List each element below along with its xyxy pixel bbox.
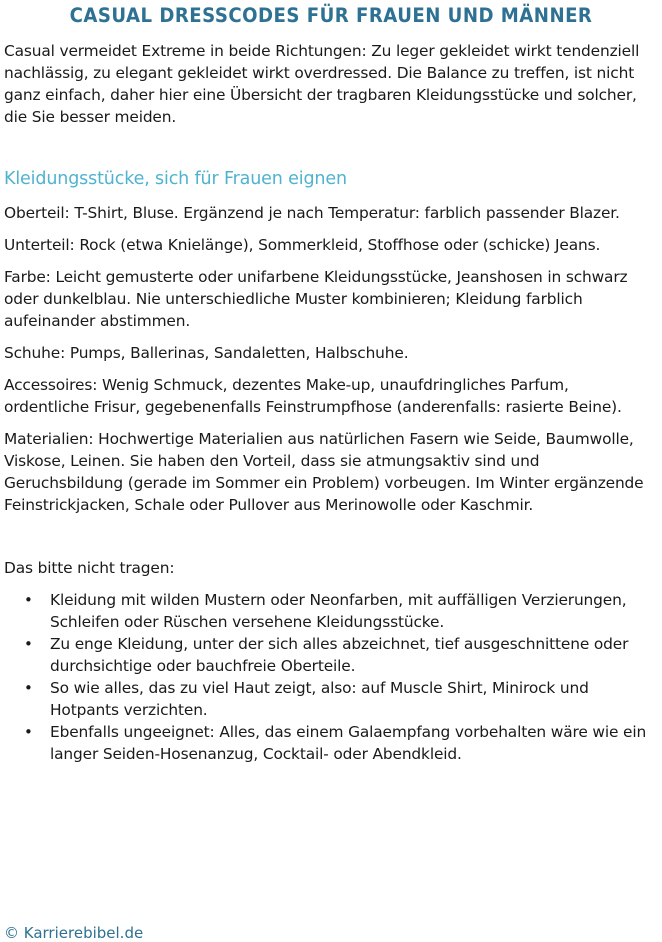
item-accessoires: Accessoires: Wenig Schmuck, dezentes Make-up, unaufdringliches Parfum, ordentliche Frisur, gegebenenfalls Feinstrumpfhose (anderenfalls: rasierte Beine). [4, 376, 622, 416]
footer-copyright: © Karrierebibel.de [4, 924, 144, 942]
bullet-icon: • [24, 591, 33, 609]
avoid-item-text: So wie alles, das zu viel Haut zeigt, also: auf Muscle Shirt, Minirock und Hotpants verzichten. [50, 679, 589, 719]
item-farbe: Farbe: Leicht gemusterte oder unifarbene Kleidungsstücke, Jeanshosen in schwarz oder dunkelblau. Nie unterschiedliche Muster kombinieren; Kleidung farblich aufeinander abstimmen. [4, 268, 628, 330]
avoid-item-text: Ebenfalls ungeeignet: Alles, das einem Galaempfang vorbehalten wäre wie ein langer Seiden-Hosenanzug, Cocktail- oder Abendkleid. [50, 723, 647, 763]
item-unterteil: Unterteil: Rock (etwa Knielänge), Sommerkleid, Stoffhose oder (schicke) Jeans. [4, 236, 601, 254]
list-item [4, 589, 658, 633]
item-materialien: Materialien: Hochwertige Materialien aus natürlichen Fasern wie Seide, Baumwolle, Viskose, Leinen. Sie haben den Vorteil, dass sie atmungsaktiv sind und Geruchsbildung (gerade im Sommer ein Problem) vorbeugen. Im Winter ergänzende Feinstrickjacken, Schale oder Pullover aus Merinowolle oder Kaschmir. [4, 430, 644, 514]
avoid-item-text: Kleidung mit wilden Mustern oder Neonfarben, mit auffälligen Verzierungen, Schleifen oder Rüschen versehene Kleidungsstücke. [50, 591, 627, 631]
list-item [4, 721, 658, 765]
page-title: CASUAL DRESSCODES FÜR FRAUEN UND MÄNNER [69, 4, 593, 27]
intro-paragraph: Casual vermeidet Extreme in beide Richtungen: Zu leger gekleidet wirkt tendenziell nachlässig, zu elegant gekleidet wirkt overdressed. Die Balance zu treffen, ist nicht ganz einfach, daher hier eine Übersicht der tragbaren Kleidungsstücke und solcher, die Sie besser meiden. [4, 42, 640, 126]
avoid-list [4, 589, 658, 765]
bullet-icon: • [24, 679, 33, 697]
document-body [4, 40, 658, 765]
list-item [4, 633, 658, 677]
bullet-icon: • [24, 723, 33, 741]
section-heading-women: Kleidungsstücke, sich für Frauen eignen [4, 169, 347, 189]
bullet-icon: • [24, 635, 33, 653]
item-schuhe: Schuhe: Pumps, Ballerinas, Sandaletten, Halbschuhe. [4, 344, 409, 362]
item-oberteil: Oberteil: T-Shirt, Bluse. Ergänzend je nach Temperatur: farblich passender Blazer. [4, 204, 620, 222]
list-item [4, 677, 658, 721]
avoid-item-text: Zu enge Kleidung, unter der sich alles abzeichnet, tief ausgeschnittene oder durchsichtige oder bauchfreie Oberteile. [50, 635, 629, 675]
avoid-heading: Das bitte nicht tragen: [4, 559, 175, 577]
